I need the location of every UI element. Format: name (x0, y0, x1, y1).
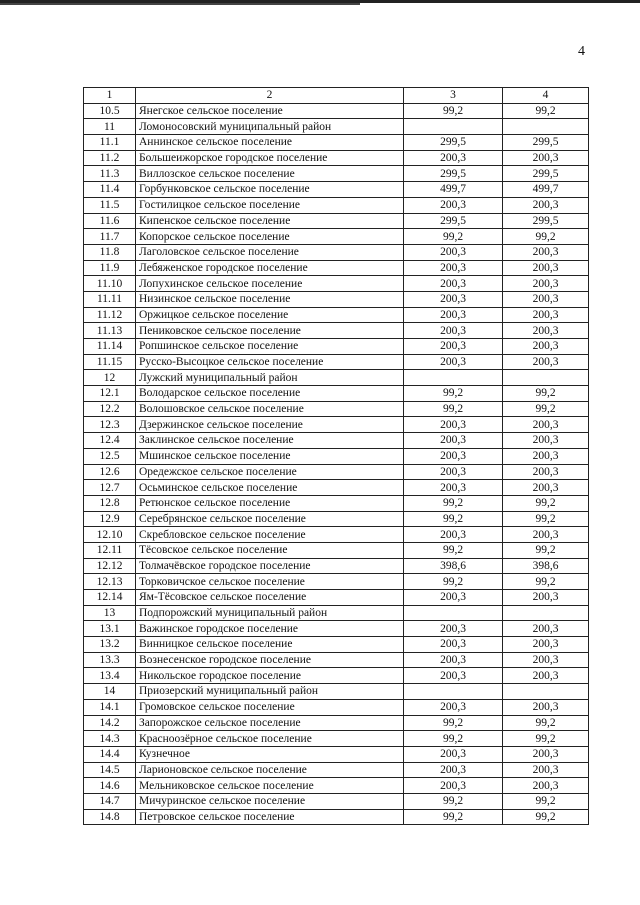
row-value-col4: 499,7 (503, 182, 589, 198)
row-value-col4: 99,2 (503, 401, 589, 417)
row-number: 12.11 (84, 542, 136, 558)
row-value-col4: 99,2 (503, 511, 589, 527)
row-value-col3: 99,2 (404, 715, 503, 731)
row-name: Заклинское сельское поселение (136, 433, 404, 449)
row-name: Винницкое сельское поселение (136, 637, 404, 653)
table-row (84, 793, 589, 809)
table-row (84, 182, 589, 198)
row-name: Скребловское сельское поселение (136, 527, 404, 543)
row-value-col3: 200,3 (404, 260, 503, 276)
row-value-col4: 200,3 (503, 197, 589, 213)
table-row (84, 762, 589, 778)
row-value-col3: 99,2 (404, 229, 503, 245)
header-col-3: 3 (404, 88, 503, 104)
row-number: 13.2 (84, 637, 136, 653)
table-header-row (84, 88, 589, 104)
row-value-col3: 299,5 (404, 213, 503, 229)
row-number: 13 (84, 605, 136, 621)
row-value-col3: 200,3 (404, 354, 503, 370)
row-value-col4: 200,3 (503, 527, 589, 543)
row-name: Волошовское сельское поселение (136, 401, 404, 417)
row-number: 12.10 (84, 527, 136, 543)
row-value-col3: 200,3 (404, 480, 503, 496)
row-name: Громовское сельское поселение (136, 699, 404, 715)
row-number: 13.4 (84, 668, 136, 684)
row-value-col4: 200,3 (503, 448, 589, 464)
table-row (84, 699, 589, 715)
row-name: Приозерский муниципальный район (136, 684, 404, 700)
row-name: Красноозёрное сельское поселение (136, 731, 404, 747)
row-name: Большеижорское городское поселение (136, 150, 404, 166)
allocation-table (83, 87, 589, 825)
row-number: 12.6 (84, 464, 136, 480)
row-value-col3 (404, 605, 503, 621)
row-number: 11.15 (84, 354, 136, 370)
row-number: 11.10 (84, 276, 136, 292)
table-row (84, 605, 589, 621)
row-value-col3 (404, 370, 503, 386)
row-name: Копорское сельское поселение (136, 229, 404, 245)
table-row (84, 433, 589, 449)
table-row (84, 464, 589, 480)
table-row (84, 229, 589, 245)
row-value-col4 (503, 119, 589, 135)
table-row (84, 637, 589, 653)
row-value-col4: 200,3 (503, 417, 589, 433)
row-number: 12.8 (84, 495, 136, 511)
row-name: Ретюнское сельское поселение (136, 495, 404, 511)
row-number: 12.3 (84, 417, 136, 433)
row-name: Низинское сельское поселение (136, 291, 404, 307)
row-number: 11.2 (84, 150, 136, 166)
row-name: Важинское городское поселение (136, 621, 404, 637)
table-row (84, 401, 589, 417)
row-value-col4 (503, 370, 589, 386)
table-row (84, 276, 589, 292)
table-row (84, 354, 589, 370)
row-value-col3: 200,3 (404, 276, 503, 292)
row-number: 14.3 (84, 731, 136, 747)
table-row (84, 166, 589, 182)
row-name: Торковичское сельское поселение (136, 574, 404, 590)
row-name: Мшинское сельское поселение (136, 448, 404, 464)
row-value-col3: 99,2 (404, 401, 503, 417)
row-value-col3 (404, 684, 503, 700)
row-value-col4: 299,5 (503, 166, 589, 182)
table-row (84, 621, 589, 637)
row-number: 14.7 (84, 793, 136, 809)
row-value-col3: 398,6 (404, 558, 503, 574)
row-value-col4 (503, 684, 589, 700)
row-name: Аннинское сельское поселение (136, 135, 404, 151)
row-value-col4: 99,2 (503, 542, 589, 558)
row-name: Ломоносовский муниципальный район (136, 119, 404, 135)
row-number: 11.14 (84, 339, 136, 355)
table-row (84, 809, 589, 825)
row-value-col3: 200,3 (404, 150, 503, 166)
row-value-col3: 200,3 (404, 307, 503, 323)
table-row (84, 150, 589, 166)
row-number: 14.2 (84, 715, 136, 731)
row-value-col4: 200,3 (503, 590, 589, 606)
row-value-col4: 99,2 (503, 103, 589, 119)
row-number: 12.5 (84, 448, 136, 464)
row-number: 14 (84, 684, 136, 700)
row-value-col3: 200,3 (404, 244, 503, 260)
row-name: Володарское сельское поселение (136, 386, 404, 402)
table-row (84, 746, 589, 762)
table-row (84, 480, 589, 496)
row-name: Кипенское сельское поселение (136, 213, 404, 229)
row-value-col3: 99,2 (404, 574, 503, 590)
table-body (84, 88, 589, 825)
row-value-col3: 299,5 (404, 166, 503, 182)
row-value-col4: 200,3 (503, 150, 589, 166)
row-number: 12.13 (84, 574, 136, 590)
row-value-col3: 299,5 (404, 135, 503, 151)
row-value-col4: 200,3 (503, 637, 589, 653)
row-name: Янегское сельское поселение (136, 103, 404, 119)
table-row (84, 574, 589, 590)
table-row (84, 307, 589, 323)
row-number: 14.8 (84, 809, 136, 825)
row-name: Лебяженское городское поселение (136, 260, 404, 276)
row-name: Петровское сельское поселение (136, 809, 404, 825)
row-value-col3: 200,3 (404, 433, 503, 449)
row-number: 11 (84, 119, 136, 135)
row-name: Мельниковское сельское поселение (136, 778, 404, 794)
row-value-col3: 99,2 (404, 731, 503, 747)
row-value-col4: 299,5 (503, 213, 589, 229)
table-row (84, 260, 589, 276)
row-name: Лопухинское сельское поселение (136, 276, 404, 292)
table-row (84, 527, 589, 543)
row-value-col4: 99,2 (503, 793, 589, 809)
row-value-col4: 200,3 (503, 291, 589, 307)
row-value-col3: 200,3 (404, 699, 503, 715)
row-number: 14.1 (84, 699, 136, 715)
header-col-1: 1 (84, 88, 136, 104)
header-col-4: 4 (503, 88, 589, 104)
row-number: 11.4 (84, 182, 136, 198)
row-value-col3: 200,3 (404, 291, 503, 307)
row-name: Подпорожский муниципальный район (136, 605, 404, 621)
row-name: Виллозское сельское поселение (136, 166, 404, 182)
table-row (84, 731, 589, 747)
row-value-col4: 200,3 (503, 339, 589, 355)
row-value-col3: 200,3 (404, 464, 503, 480)
row-name: Никольское городское поселение (136, 668, 404, 684)
row-name: Мичуринское сельское поселение (136, 793, 404, 809)
row-name: Кузнечное (136, 746, 404, 762)
row-value-col3: 499,7 (404, 182, 503, 198)
row-value-col3: 99,2 (404, 809, 503, 825)
row-value-col4: 200,3 (503, 307, 589, 323)
table-row (84, 542, 589, 558)
row-number: 11.9 (84, 260, 136, 276)
row-value-col4: 200,3 (503, 699, 589, 715)
row-value-col3: 99,2 (404, 386, 503, 402)
row-value-col4: 200,3 (503, 480, 589, 496)
row-value-col3: 99,2 (404, 542, 503, 558)
row-name: Лужский муниципальный район (136, 370, 404, 386)
row-name: Пениковское сельское поселение (136, 323, 404, 339)
row-value-col4: 99,2 (503, 229, 589, 245)
row-value-col3: 200,3 (404, 762, 503, 778)
table-row (84, 684, 589, 700)
row-value-col3: 200,3 (404, 448, 503, 464)
row-number: 11.11 (84, 291, 136, 307)
row-number: 10.5 (84, 103, 136, 119)
row-value-col3 (404, 119, 503, 135)
row-name: Ям-Тёсовское сельское поселение (136, 590, 404, 606)
table-row (84, 370, 589, 386)
row-value-col3: 200,3 (404, 323, 503, 339)
row-number: 12 (84, 370, 136, 386)
row-value-col4: 299,5 (503, 135, 589, 151)
row-name: Толмачёвское городское поселение (136, 558, 404, 574)
row-value-col4: 99,2 (503, 574, 589, 590)
row-name: Осьминское сельское поселение (136, 480, 404, 496)
page-number: 4 (578, 44, 585, 59)
row-value-col4: 99,2 (503, 731, 589, 747)
row-number: 11.6 (84, 213, 136, 229)
row-value-col4: 200,3 (503, 244, 589, 260)
row-name: Ропшинское сельское поселение (136, 339, 404, 355)
row-number: 12.9 (84, 511, 136, 527)
row-value-col4: 200,3 (503, 762, 589, 778)
row-number: 12.1 (84, 386, 136, 402)
table-row (84, 197, 589, 213)
table-row (84, 417, 589, 433)
row-number: 11.8 (84, 244, 136, 260)
row-value-col4: 200,3 (503, 260, 589, 276)
row-value-col3: 200,3 (404, 637, 503, 653)
row-value-col3: 200,3 (404, 778, 503, 794)
row-name: Оржицкое сельское поселение (136, 307, 404, 323)
row-value-col4: 200,3 (503, 621, 589, 637)
row-value-col3: 200,3 (404, 746, 503, 762)
row-value-col4 (503, 605, 589, 621)
table-row (84, 244, 589, 260)
row-value-col4: 99,2 (503, 809, 589, 825)
header-col-2: 2 (136, 88, 404, 104)
row-value-col4: 200,3 (503, 433, 589, 449)
table-row (84, 668, 589, 684)
row-number: 14.4 (84, 746, 136, 762)
table-row (84, 119, 589, 135)
row-name: Ларионовское сельское поселение (136, 762, 404, 778)
row-number: 11.7 (84, 229, 136, 245)
table-row (84, 511, 589, 527)
row-value-col4: 200,3 (503, 354, 589, 370)
row-name: Запорожское сельское поселение (136, 715, 404, 731)
row-value-col4: 200,3 (503, 668, 589, 684)
row-value-col3: 99,2 (404, 495, 503, 511)
table-row (84, 291, 589, 307)
table-row (84, 652, 589, 668)
row-name: Русско-Высоцкое сельское поселение (136, 354, 404, 370)
row-number: 14.5 (84, 762, 136, 778)
row-value-col4: 99,2 (503, 715, 589, 731)
row-number: 12.2 (84, 401, 136, 417)
row-name: Горбунковское сельское поселение (136, 182, 404, 198)
row-number: 13.1 (84, 621, 136, 637)
row-value-col4: 99,2 (503, 386, 589, 402)
table-row (84, 103, 589, 119)
row-value-col3: 99,2 (404, 103, 503, 119)
row-value-col4: 200,3 (503, 276, 589, 292)
table-row (84, 558, 589, 574)
row-name: Дзержинское сельское поселение (136, 417, 404, 433)
row-number: 12.12 (84, 558, 136, 574)
table-row (84, 590, 589, 606)
table-row (84, 386, 589, 402)
row-number: 11.13 (84, 323, 136, 339)
row-value-col3: 99,2 (404, 793, 503, 809)
row-value-col4: 200,3 (503, 464, 589, 480)
table-row (84, 448, 589, 464)
row-value-col4: 200,3 (503, 652, 589, 668)
row-value-col4: 200,3 (503, 323, 589, 339)
table-row (84, 778, 589, 794)
row-number: 11.5 (84, 197, 136, 213)
row-value-col3: 200,3 (404, 417, 503, 433)
row-number: 12.14 (84, 590, 136, 606)
row-value-col3: 200,3 (404, 621, 503, 637)
row-number: 14.6 (84, 778, 136, 794)
row-name: Вознесенское городское поселение (136, 652, 404, 668)
row-number: 11.3 (84, 166, 136, 182)
row-value-col3: 99,2 (404, 511, 503, 527)
row-value-col4: 200,3 (503, 746, 589, 762)
table-row (84, 339, 589, 355)
row-value-col3: 200,3 (404, 197, 503, 213)
row-name: Серебрянское сельское поселение (136, 511, 404, 527)
row-name: Лаголовское сельское поселение (136, 244, 404, 260)
row-number: 12.7 (84, 480, 136, 496)
table-row (84, 323, 589, 339)
table-row (84, 495, 589, 511)
row-value-col3: 200,3 (404, 339, 503, 355)
scan-top-edge-shadow (0, 3, 360, 5)
row-number: 11.1 (84, 135, 136, 151)
row-value-col3: 200,3 (404, 590, 503, 606)
row-name: Тёсовское сельское поселение (136, 542, 404, 558)
table-row (84, 213, 589, 229)
row-value-col3: 200,3 (404, 527, 503, 543)
row-number: 13.3 (84, 652, 136, 668)
row-name: Оредежское сельское поселение (136, 464, 404, 480)
row-value-col4: 200,3 (503, 778, 589, 794)
row-value-col4: 99,2 (503, 495, 589, 511)
table-row (84, 135, 589, 151)
row-value-col4: 398,6 (503, 558, 589, 574)
row-value-col3: 200,3 (404, 668, 503, 684)
row-name: Гостилицкое сельское поселение (136, 197, 404, 213)
row-value-col3: 200,3 (404, 652, 503, 668)
row-number: 12.4 (84, 433, 136, 449)
row-number: 11.12 (84, 307, 136, 323)
table-row (84, 715, 589, 731)
